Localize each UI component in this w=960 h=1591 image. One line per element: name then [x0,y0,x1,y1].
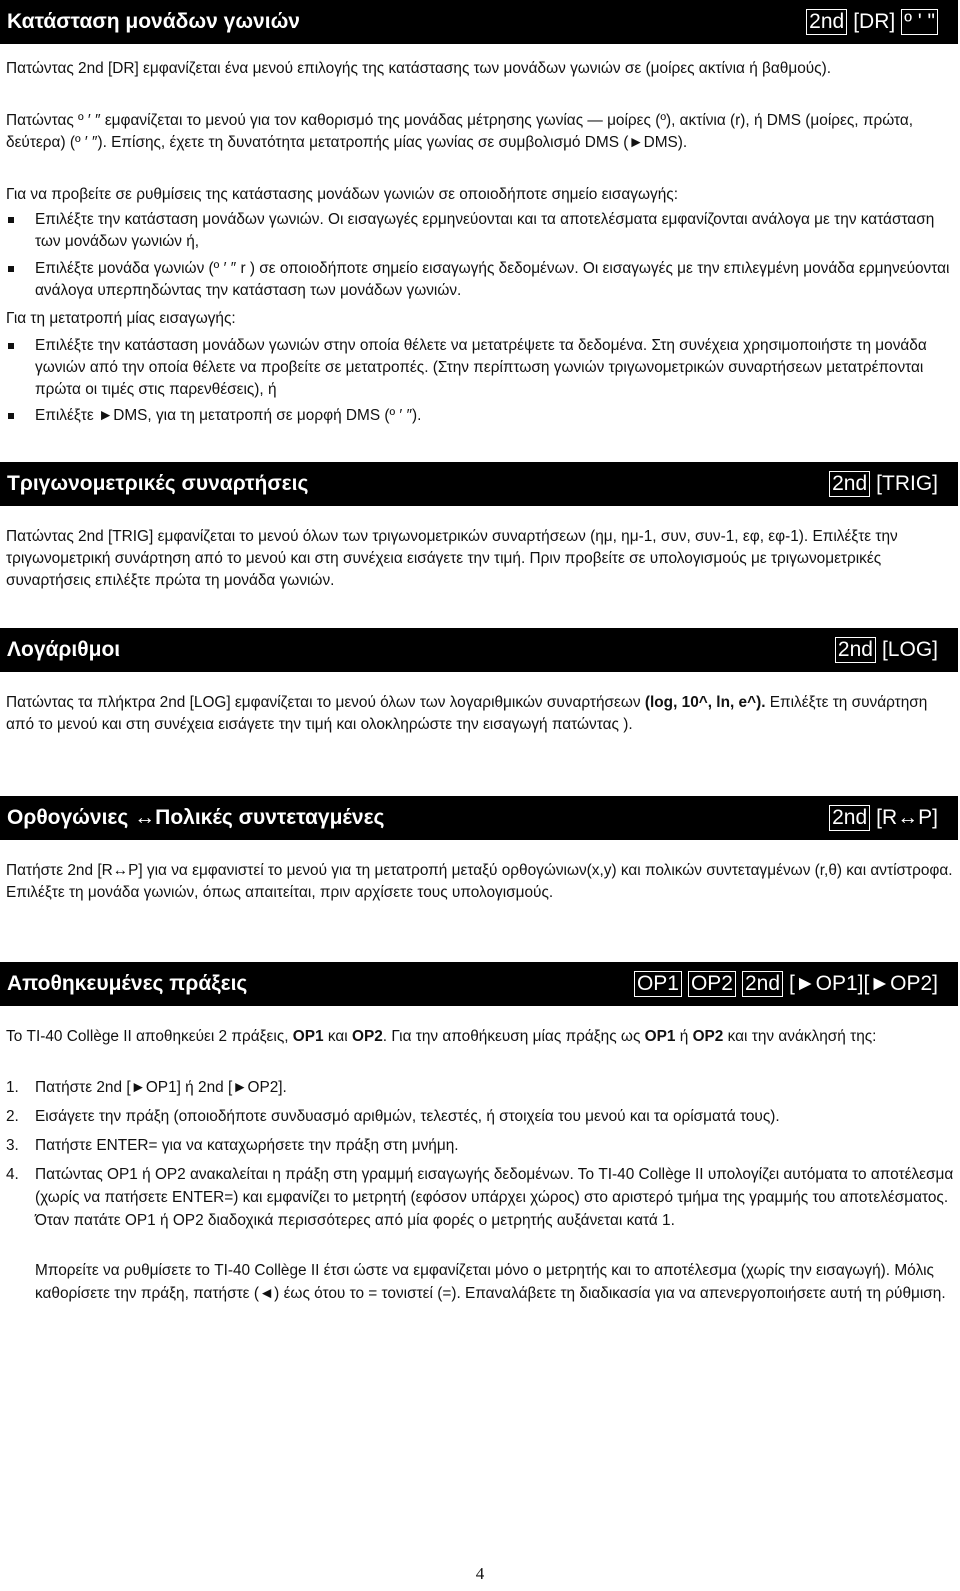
list-item [6,1163,954,1232]
section-keys [829,805,938,831]
key-dms-symbol: º ' " [901,9,938,35]
bold-run: OP1 [644,1028,676,1045]
text-run: Πατώντας τα πλήκτρα 2nd [LOG] εμφανίζεται το μενού όλων των λογαριθμικών συναρτήσεων [6,694,645,711]
paragraph: Για να προβείτε σε ρυθμίσεις της κατάστασης μονάδων γωνιών σε οποιοδήποτε σημείο εισαγωγής: [6,186,678,203]
section-title: Ορθογώνιες ↔Πολικές συντεταγμένες [7,806,385,829]
list-item-text: Πατήστε 2nd [►OP1] ή 2nd [►OP2]. [35,1079,287,1096]
section-title: Λογάριθμοι [7,638,121,661]
key-trig: [TRIG] [876,472,938,495]
section-header-polar [0,796,958,840]
list-item [6,209,954,253]
key-2nd: 2nd [835,637,876,663]
text-run: . Για την αποθήκευση μίας πράξης ως [382,1028,645,1045]
text-run: ή [675,1028,693,1045]
list-item [6,335,954,401]
paragraph: Πατώντας 2nd [DR] εμφανίζεται ένα μενού επιλογής της κατάστασης των μονάδων γωνιών σε (μοίρες ακτίνια ή βαθμούς). [6,60,831,77]
section-keys [829,471,938,497]
list-item [6,1105,954,1128]
bold-run: OP2 [351,1028,383,1045]
list-item-text: Επιλέξτε ►DMS, για τη μετατροπή σε μορφή DMS (º ′ ″). [35,407,422,424]
section-keys [634,971,938,997]
paragraph: Πατώντας 2nd [TRIG] εμφανίζεται το μενού όλων των τριγωνομετρικών συναρτήσεων (ημ, ημ-1, συν, συν-1, εφ, εφ-1). Επιλέξτε την τριγωνομετρική συνάρτηση από το μενού και στη συνέχεια εισάγετε την τιμή. Πριν προβείτε σε υπολογισμούς με τριγωνομετρικές συναρτήσεις επιλέξτε πρώτα τη μονάδα γωνιών. [6,528,898,589]
list-item-text: Μπορείτε να ρυθμίσετε το TI-40 Collège II έτσι ώστε να εμφανίζεται μόνο ο μετρητής και το αποτέλεσμα (χωρίς την εισαγωγή). Μόλις καθορίσετε την πράξη, πατήστε (◄) έως ότου το = τονιστεί (=). Επαναλάβετε τη διαδικασία για να απενεργοποιήσετε αυτή τη ρύθμιση. [35,1262,946,1302]
section-keys [806,9,938,35]
section-header-log [0,628,958,672]
section-title: Τριγωνομετρικές συναρτήσεις [7,472,309,495]
list-item-text: Επιλέξτε την κατάσταση μονάδων γωνιών στην οποία θέλετε να μετατρέψετε τα δεδομένα. Στη συνέχεια χρησιμοποιήστε τη μονάδα γωνιών από την οποία θέλετε να προβείτε σε μετατροπές. (Στην περίπτωση γωνιών τριγωνομετρικών συναρτήσεων μετατρέπονται πρώτα οι τιμές στις παρενθέσεις), ή [35,337,927,398]
list-item [6,1134,954,1157]
key-2nd: 2nd [829,805,870,831]
step-number: 2. [6,1108,19,1125]
list-item-text: Επιλέξτε την κατάσταση μονάδων γωνιών. Οι εισαγωγές ερμηνεύονται και τα αποτελέσματα εμφανίζονται ανάλογα με την κατάσταση των μονάδων γωνιών ή, [35,211,935,250]
paragraph: Πατήστε 2nd [R↔P] για να εμφανιστεί το μενού για τη μετατροπή μεταξύ ορθογώνιων(x,y) και πολικών συντεταγμένων (r,θ) και αντίστροφα. Επιλέξτε τη μονάδα γωνιών, όπως απαιτείται, πριν αρχίσετε τους υπολογισμούς. [6,862,953,901]
step-number: 1. [6,1079,19,1096]
section-title: Κατάσταση μονάδων γωνιών [7,10,300,33]
section-header-angle-mode [0,0,958,44]
text-run: Το TI-40 Collège II αποθηκεύει 2 πράξεις, [6,1028,293,1045]
list-item-text: Εισάγετε την πράξη (οποιοδήποτε συνδυασμό αριθμών, τελεστές, ή στοιχεία του μενού και τα ορίσματά τους). [35,1108,780,1125]
key-log: [LOG] [881,638,938,661]
step-number: 4. [6,1166,19,1183]
bold-run: OP1 [292,1028,324,1045]
text-run: και την ανάκλησή της: [723,1028,877,1045]
paragraph [6,1026,954,1048]
key-op2: OP2 [688,971,736,997]
list-item-text: Επιλέξτε μονάδα γωνιών (º ′ ″ r ) σε οποιοδήποτε σημείο εισαγωγής δεδομένων. Οι εισαγωγές με την επιλεγμένη μονάδα ερμηνεύονται ανάλογα υπερπηδώντας την κατάσταση των μονάδων γωνιών. [35,260,950,299]
key-dr: [DR] [853,10,896,33]
step-number: 3. [6,1137,19,1154]
bullet-icon [8,217,14,223]
bullet-icon [8,343,14,349]
key-rp: [R↔P] [876,806,938,829]
paragraph [6,692,954,736]
list-item [6,1076,954,1099]
text-run: Επιλέξτε τη συνάρτηση από το μενού και στη συνέχεια εισάγετε την τιμή και ολοκληρώστε την εισαγωγή πατώντας ). [6,694,928,733]
key-2nd: 2nd [829,471,870,497]
list-item-text: Πατώντας OP1 ή OP2 ανακαλείται η πράξη στη γραμμή εισαγωγής δεδομένων. Το TI-40 Collège II υπολογίζει αυτόματα το αποτέλεσμα (χωρίς να πατήσετε ENTER=) και εμφανίζει το μετρητή (εφόσον υπάρχει χώρος) στο αριστερό τμήμα της γραμμής του αποτελέσματος. Όταν πατάτε OP1 ή OP2 διαδοχικά περισσότερες από μία φορές ο μετρητής αυξάνεται κατά 1. [35,1166,954,1229]
bold-run: (log, 10^, ln, e^). [644,694,766,711]
text-run: και [323,1028,352,1045]
section-keys [835,637,938,663]
paragraph: Πατώντας º ′ ″ εμφανίζεται το μενού για τον καθορισμό της μονάδας μέτρησης γωνίας — μοίρες (º), ακτίνια (r), ή DMS (μοίρες, πρώτα, δεύτερα) (º ′ ″). Επίσης, έχετε τη δυνατότητα μετατροπής μίας γωνίας σε συμβολισμό DMS (►DMS). [6,112,914,151]
paragraph [6,1259,954,1305]
bullet-icon [8,266,14,272]
section-header-stored [0,962,958,1006]
key-2nd: 2nd [742,971,783,997]
bold-run: OP2 [692,1028,724,1045]
key-2nd: 2nd [806,9,847,35]
list-item [6,405,954,427]
section-header-trig [0,462,958,506]
section-title: Αποθηκευμένες πράξεις [7,972,248,995]
list-item [6,258,954,302]
bullet-icon [8,413,14,419]
paragraph: Για τη μετατροπή μίας εισαγωγής: [6,310,236,327]
key-op1: OP1 [634,971,682,997]
list-item-text: Πατήστε ENTER= για να καταχωρήσετε την πράξη στη μνήμη. [35,1137,459,1154]
page-number: 4 [475,1564,485,1583]
key-store-ops: [►OP1][►OP2] [789,972,938,995]
